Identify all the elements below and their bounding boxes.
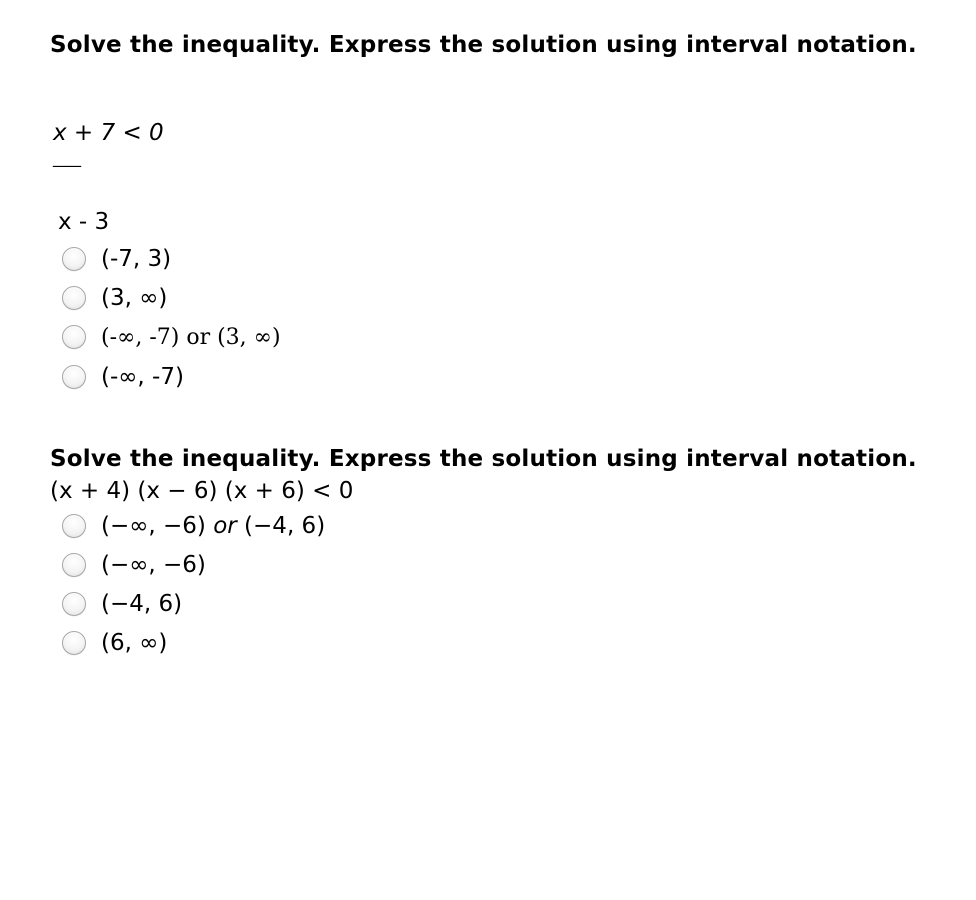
option-label: (-∞, -7) or (3, ∞) xyxy=(101,324,281,350)
option-label-part-1: (−∞, −6) xyxy=(101,513,214,539)
question-1-option-1[interactable] xyxy=(62,244,171,274)
option-label: (−∞, −6) xyxy=(101,552,206,578)
question-1-prompt: Solve the inequality. Express the solution using interval notation. xyxy=(50,32,917,58)
option-label-part-2: (−4, 6) xyxy=(236,513,326,539)
question-2-option-2[interactable] xyxy=(62,550,206,580)
option-label-or: or xyxy=(213,513,237,539)
question-2-option-1[interactable] xyxy=(62,511,325,541)
radio-button[interactable] xyxy=(62,286,86,310)
option-label: (-∞, -7) xyxy=(101,364,184,390)
option-label: (3, ∞) xyxy=(101,285,168,311)
question-2-prompt: Solve the inequality. Express the solution using interval notation. xyxy=(50,446,917,472)
radio-button[interactable] xyxy=(62,631,86,655)
radio-button[interactable] xyxy=(62,592,86,616)
question-1-fraction-bar: —— xyxy=(52,156,80,175)
question-1-numerator xyxy=(53,120,164,146)
option-label: (-7, 3) xyxy=(101,246,172,272)
radio-button[interactable] xyxy=(62,365,86,389)
radio-button[interactable] xyxy=(62,325,86,349)
question-1-option-2[interactable] xyxy=(62,283,167,313)
option-label: (6, ∞) xyxy=(101,630,168,656)
question-2-expression: (x + 4) (x − 6) (x + 6) < 0 xyxy=(50,478,354,504)
question-1-denominator: x - 3 xyxy=(58,209,110,235)
question-1-option-4[interactable] xyxy=(62,362,184,392)
question-2-option-4[interactable] xyxy=(62,628,167,658)
option-label: (−4, 6) xyxy=(101,591,183,617)
option-label xyxy=(101,513,325,539)
radio-button[interactable] xyxy=(62,553,86,577)
radio-button[interactable] xyxy=(62,247,86,271)
question-2-option-3[interactable] xyxy=(62,589,182,619)
numerator-text: x + 7 < 0 xyxy=(53,120,164,146)
question-1-option-3[interactable] xyxy=(62,322,281,352)
radio-button[interactable] xyxy=(62,514,86,538)
